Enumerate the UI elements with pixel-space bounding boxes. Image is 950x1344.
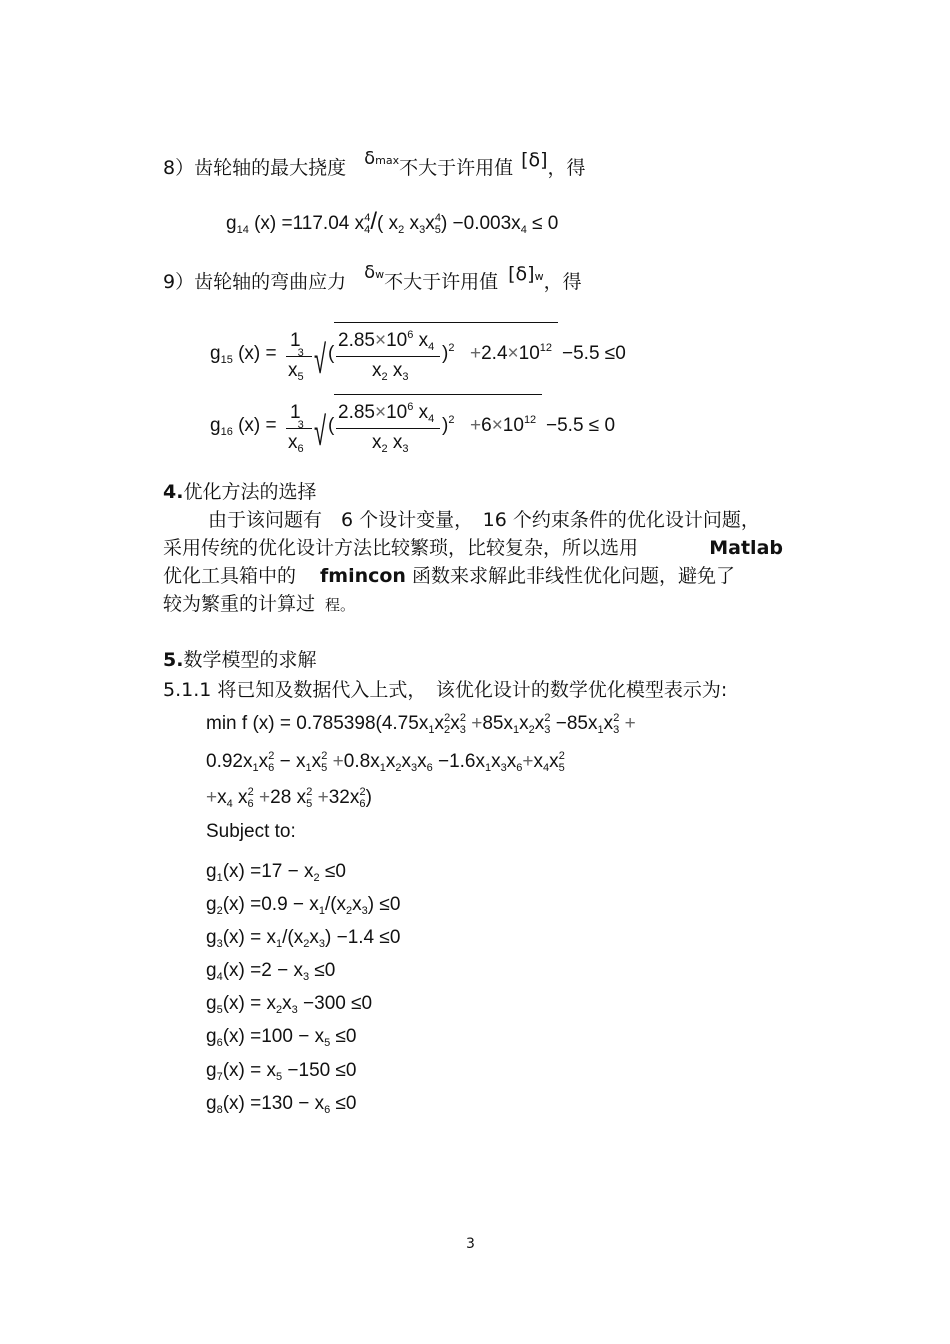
objective-line1: min f $(x) = 0.785398(4.75x_1x_2^2x_3^2 +85x_1x_2x_3^2 -85x_1x_3^2$ + <box>206 712 636 736</box>
item9-text: 不大于许用值 <box>384 271 499 293</box>
allowable-symbol: [δ] <box>521 149 548 171</box>
g14-formula: $g_{14}$ (x) =117.04 $x_4^4/$( $x_2$ $x_3x_5^4) -0.003x_4 \le 0$ <box>226 208 559 236</box>
constraint-g3: $g_3(x) = x_1/(x_2x_3) -1.4 \le 0$ <box>206 927 401 950</box>
allowable-w-symbol: [δ]w <box>508 263 544 285</box>
item8-text: 不大于许用值 <box>399 157 514 179</box>
page-number: 3 <box>466 1236 475 1252</box>
constraint-g1: $g_1(x) =17 - x_2 \le 0$ <box>206 861 346 884</box>
constraint-g7: $g_7(x) = x_5 -150 \le 0$ <box>206 1060 357 1083</box>
section5-heading: 5.数学模型的求解 <box>163 649 317 671</box>
constraint-g6: $g_6(x) =100 - x_5 \le 0$ <box>206 1026 357 1049</box>
para4-line3: 优化工具箱中的 fmincon 函数来求解此非线性优化问题，避免了 <box>163 565 736 587</box>
objective-line3: $+x_4$ $x_6^2 +28$ $x_5^2 +32x_6^2$) <box>206 786 372 810</box>
g16-formula: $g_{16}$ (x) = 1 $x_6^3$ √ ( $2.85\times 10^6$ $x_4$ $x_2$ $x_3$ )$^2$ $+6\times 10^{12}$ −5.5 ≤ 0 <box>210 394 670 460</box>
constraint-g8: $g_8(x) =130 - x_6 \le 0$ <box>206 1093 357 1116</box>
g15-formula: $g_{15}$ (x) = 1 $x_5^3$ √ ( $2.85\times 10^6$ $x_4$ $x_2$ $x_3$ )$^2$ $+2.4\times 10^{12}$ −5.5 ≤0 <box>210 322 670 388</box>
item9-label: 9）齿轮轴的弯曲应力 <box>163 271 347 293</box>
constraint-g4: $g_4(x) =2 - x_3 \le 0$ <box>206 960 336 983</box>
section4-heading: 4.优化方法的选择 <box>163 481 317 503</box>
item8-label: 8）齿轮轴的最大挠度 <box>163 157 347 179</box>
para4-line2: 采用传统的优化设计方法比较繁琐，比较复杂，所以选用 Matlab <box>163 537 783 559</box>
objective-line2: $0.92x_1x_6^2 - x_1x_5^2 +0.8x_1x_2x_3x_6 -1.6x_1x_3x_6+x_4x_5^2$ <box>206 750 565 774</box>
para4-line4: 较为繁重的计算过 程。 <box>163 593 356 615</box>
delta-w-symbol: δw <box>364 262 385 283</box>
subject-to-label: Subject to: <box>206 821 296 842</box>
constraint-g2: $g_2(x) =0.9 - x_1/(x_2x_3) \le 0$ <box>206 894 401 917</box>
constraint-g5: $g_5(x) = x_2x_3 -300 \le 0$ <box>206 993 373 1016</box>
item8-line: 8）齿轮轴的最大挠度 δmax不大于许用值 [δ]，得 <box>163 148 586 179</box>
delta-max-symbol: δmax <box>364 148 400 169</box>
subsection-511: 5.1.1 将已知及数据代入上式， 该优化设计的数学优化模型表示为: <box>163 679 728 701</box>
item9-line: 9）齿轮轴的弯曲应力 δw不大于许用值 [δ]w，得 <box>163 262 582 293</box>
para4-line1: 由于该问题有 6 个设计变量， 16 个约束条件的优化设计问题， <box>208 509 760 531</box>
